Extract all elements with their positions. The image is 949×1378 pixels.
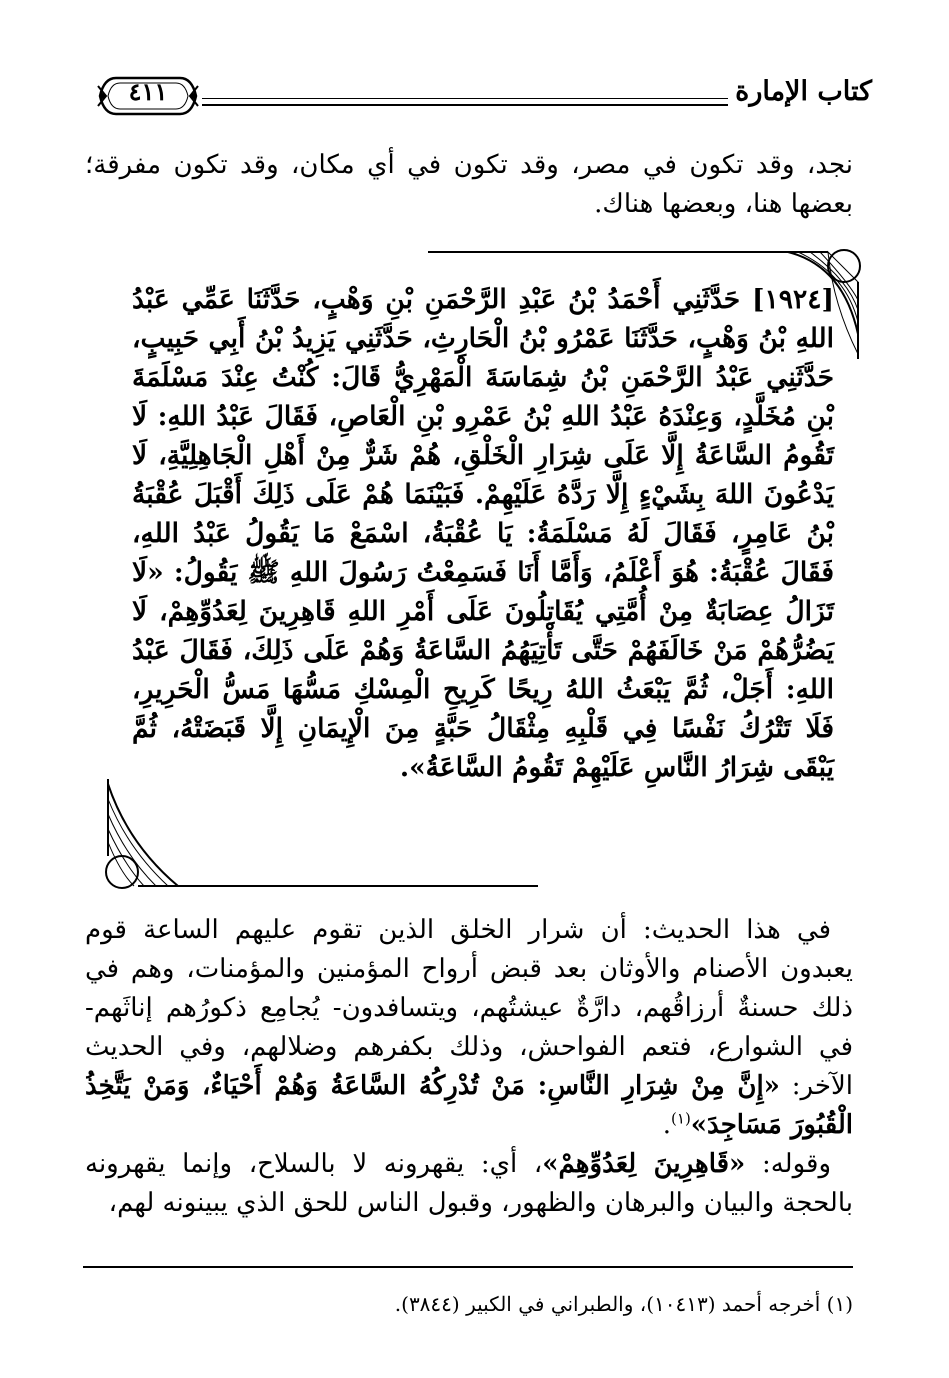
commentary-p2-text: ، أي: يقهرونه لا بالسلاح، وإنما يقهرونه بالحجة والبيان والبرهان والظهور، وقبول الناس للحق الذي يبينونه لهم، xyxy=(85,1149,853,1218)
commentary-paragraph-2 xyxy=(85,1145,853,1223)
running-header xyxy=(96,64,872,124)
commentary xyxy=(85,911,853,1223)
commentary-paragraph-1 xyxy=(85,911,853,1145)
sentence-end: . xyxy=(662,1110,672,1140)
page-number: ٤١١ xyxy=(128,77,168,106)
hadith-text: [١٩٢٤] حَدَّثَنِي أَحْمَدُ بْنُ عَبْدِ الرَّحْمَنِ بْنِ وَهْبٍ، حَدَّثَنَا عَمِّي عَبْدُ اللهِ بْنُ وَهْبٍ، حَدَّثَنَا عَمْرُو بْنُ الْحَارِثِ، حَدَّثَنِي يَزِيدُ بْنُ أَبِي حَبِيبٍ، حَدَّثَنِي عَبْدُ الرَّحْمَنِ بْنُ شِمَاسَةَ الْمَهْرِيُّ قَالَ: كُنْتُ عِنْدَ مَسْلَمَةَ بْنِ مُخَلَّدٍ، وَعِنْدَهُ عَبْدُ اللهِ بْنُ عَمْرِو بْنِ الْعَاصِ، فَقَالَ عَبْدُ اللهِ: لَا تَقُومُ السَّاعَةُ إِلَّا عَلَى شِرَارِ الْخَلْقِ، هُمْ شَرٌّ مِنْ أَهْلِ الْجَاهِلِيَّةِ، لَا يَدْعُونَ اللهَ بِشَيْءٍ إِلَّا رَدَّهُ عَلَيْهِمْ. فَبَيْنَمَا هُمْ عَلَى ذَلِكَ أَقْبَلَ عُقْبَةُ بْنُ عَامِرٍ، فَقَالَ لَهُ مَسْلَمَةُ: يَا عُقْبَةُ، اسْمَعْ مَا يَقُولُ عَبْدُ اللهِ، فَقَالَ عُقْبَةُ: هُوَ أَعْلَمُ، وَأَمَّا أَنَا فَسَمِعْتُ رَسُولَ اللهِ ﷺ يَقُولُ: «لَا تَزَالُ عِصَابَةٌ مِنْ أُمَّتِي يُقَاتِلُونَ عَلَى أَمْرِ اللهِ قَاهِرِينَ لِعَدُوِّهِمْ، لَا يَضُرُّهُمْ مَنْ خَالَفَهُمْ حَتَّى تَأْتِيَهُمُ السَّاعَةُ وَهُمْ عَلَى ذَلِكَ، فَقَالَ عَبْدُ اللهِ: أَجَلْ، ثُمَّ يَبْعَثُ اللهُ رِيحًا كَرِيحِ الْمِسْكِ مَسُّهَا مَسُّ الْحَرِيرِ، فَلَا تَتْرُكُ نَفْسًا فِي قَلْبِهِ مِثْقَالُ حَبَّةٍ مِنَ الْإِيمَانِ إِلَّا قَبَضَتْهُ، ثُمَّ يَبْقَى شِرَارُ النَّاسِ عَلَيْهِمْ تَقُومُ السَّاعَةُ». xyxy=(132,284,834,783)
intro-paragraph: نجد، وقد تكون في مصر، وقد تكون في أي مكان، وقد تكون مفرقة؛ بعضها هنا، وبعضها هناك. xyxy=(85,150,853,219)
commentary-p1-text: في هذا الحديث: أن شرار الخلق الذين تقوم عليهم الساعة قوم يعبدون الأصنام والأوثان بعد قبض أرواح المؤمنين والمؤمنات، وهم في ذلك حسنةٌ أرزاقُهم، دارَّةٌ عيشتُهم، ويتسافدون- يُجامِع ذكورُهم إناثَهم- في الشوارع، فتعم الفواحش، وذلك بكفرهم وضلالهم، وفي الحديث الآخر: xyxy=(85,915,853,1101)
quoted-phrase: «قَاهِرِينَ لِعَدُوِّهِمْ» xyxy=(542,1149,746,1179)
book-title: كتاب الإمارة xyxy=(735,76,872,107)
footnote-separator xyxy=(83,1266,853,1268)
hadith-quote: «إِنَّ مِنْ شِرَارِ النَّاسِ: مَنْ تُدْرِكُهُ السَّاعَةُ وَهُمْ أَحْيَاءٌ، وَمَنْ يَتَّخِذُ الْقُبُورَ مَسَاجِدَ» xyxy=(85,1071,853,1140)
footnote: (١) أخرجه أحمد (١٠٤١٣)، والطبراني في الكبير (٣٨٤٤). xyxy=(394,1292,853,1316)
header-rule xyxy=(202,98,728,106)
footnote-marker[interactable]: (١) xyxy=(671,1109,691,1128)
commentary-p2-lead: وقوله: xyxy=(745,1149,831,1179)
hadith-frame xyxy=(98,244,870,896)
